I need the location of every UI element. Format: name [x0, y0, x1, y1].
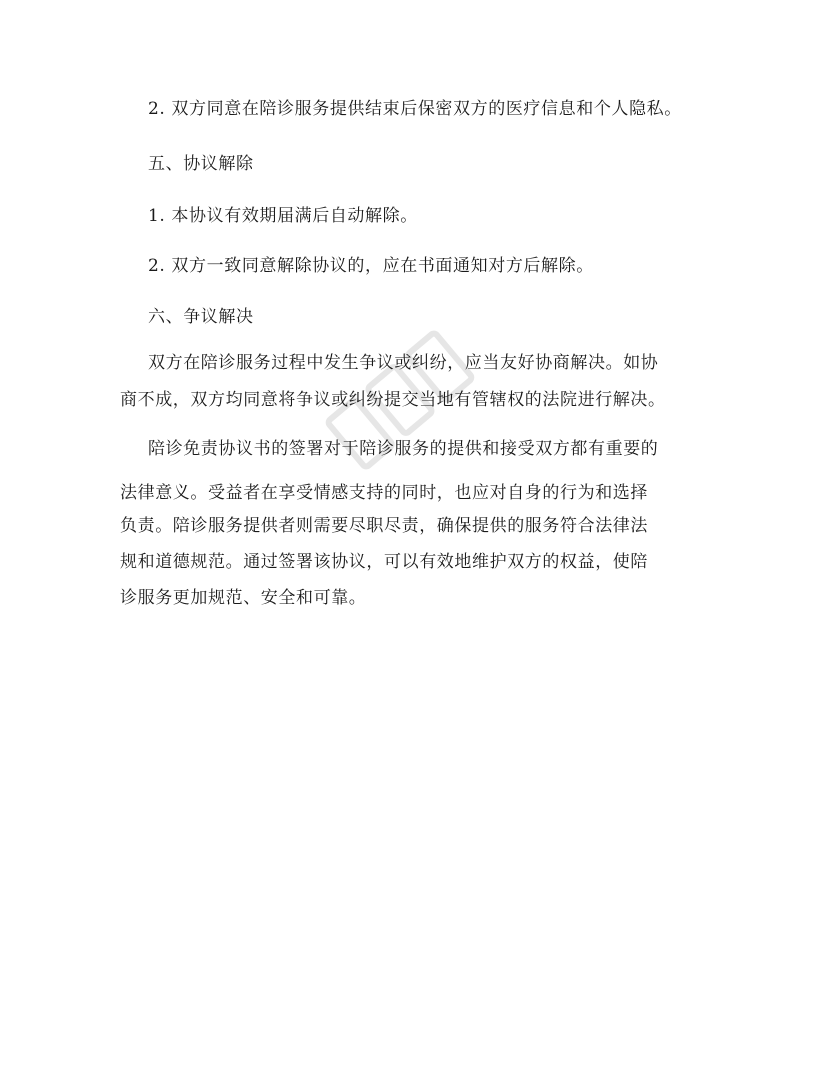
section-heading-dispute: 六、争议解决 [148, 307, 254, 327]
paragraph-summary-line-5: 诊服务更加规范、安全和可靠。 [120, 588, 367, 608]
clause-5-1: 1. 本协议有效期届满后自动解除。 [148, 206, 418, 226]
paragraph-summary-line-4: 规和道德规范。通过签署该协议，可以有效地维护双方的权益，使陪 [120, 552, 648, 572]
paragraph-dispute-line-1: 双方在陪诊服务过程中发生争议或纠纷，应当友好协商解决。如协 [148, 353, 659, 373]
paragraph-summary-line-2: 法律意义。受益者在享受情感支持的同时，也应对自身的行为和选择 [120, 483, 648, 503]
paragraph-summary-line-3: 负责。陪诊服务提供者则需要尽职尽责，确保提供的服务符合法律法 [120, 516, 648, 536]
clause-5-2: 2. 双方一致同意解除协议的，应在书面通知对方后解除。 [148, 256, 594, 276]
section-heading-termination: 五、协议解除 [148, 154, 254, 174]
paragraph-dispute-line-2: 商不成，双方均同意将争议或纠纷提交当地有管辖权的法院进行解决。 [120, 390, 666, 410]
paragraph-summary-line-1: 陪诊免责协议书的签署对于陪诊服务的提供和接受双方都有重要的 [148, 439, 659, 459]
clause-4-2: 2. 双方同意在陪诊服务提供结束后保密双方的医疗信息和个人隐私。 [148, 99, 682, 119]
